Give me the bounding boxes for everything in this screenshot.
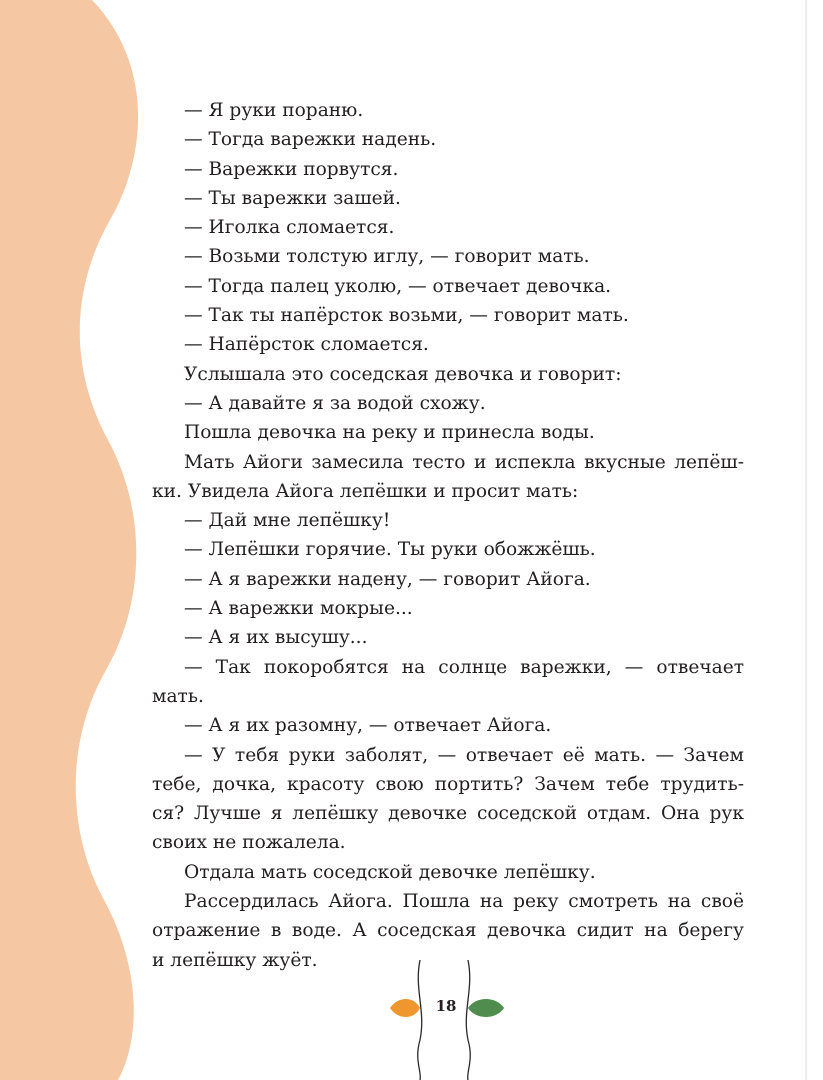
- text-line: Отдала мать соседской девочке лепёшку.: [184, 861, 596, 883]
- text-line: — Иголка сломается.: [184, 217, 395, 239]
- text-line: — Возьми толстую иглу, — говорит мать.: [184, 246, 590, 268]
- text-line: — Так ты напёрсток возьми, — говорит мать.: [184, 305, 629, 327]
- text-line: — Варежки порвутся.: [184, 158, 399, 180]
- text-line: — Напёрсток сломается.: [184, 334, 429, 356]
- text-line: — А я их высушу...: [184, 627, 368, 649]
- text-line: — Тогда варежки надень.: [184, 129, 437, 151]
- text-line: — А давайте я за водой схожу.: [184, 392, 486, 414]
- vine-right: [466, 960, 470, 1080]
- text-line: — Я руки пораню.: [184, 100, 364, 121]
- text-line: Рассердилась Айога. Пошла на реку смотреть на своё: [184, 891, 744, 913]
- text-line: — Тогда палец уколю, — отвечает девочка.: [184, 275, 612, 297]
- text-line: ся? Лучше я лепёшку девочке соседской отдам. Она рук: [152, 803, 744, 825]
- page-number: 18: [435, 997, 457, 1015]
- text-line: мать.: [152, 685, 204, 707]
- story-text: [152, 96, 744, 975]
- text-line: — Лепёшки горячие. Ты руки обожжёшь.: [184, 539, 596, 561]
- text-line: Мать Айоги замесила тесто и испекла вкусные лепёш-: [184, 451, 744, 473]
- text-line: — А я их разомну, — отвечает Айога.: [184, 715, 552, 737]
- text-line: отражение в воде. А соседская девочка сидит на берегу: [152, 920, 744, 942]
- vine-left: [418, 960, 422, 1080]
- text-line: своих не пожалела.: [152, 832, 346, 854]
- orange-leaf-icon: [390, 999, 420, 1017]
- text-line: Пошла девочка на реку и принесла воды.: [184, 422, 595, 444]
- text-line: и лепёшку жуёт.: [152, 949, 318, 971]
- text-line: — Ты варежки зашей.: [184, 187, 401, 209]
- text-line: — А я варежки надену, — говорит Айога.: [184, 568, 591, 590]
- text-line: Услышала это соседская девочка и говорит:: [184, 363, 622, 385]
- text-line: — Дай мне лепёшку!: [184, 510, 391, 532]
- green-leaf-icon: [468, 999, 504, 1017]
- text-line: ки. Увидела Айога лепёшки и просит мать:: [152, 480, 579, 502]
- text-line: — А варежки мокрые...: [184, 598, 413, 620]
- right-margin-rule: [805, 0, 807, 1080]
- text-line: тебе, дочка, красоту свою портить? Зачем тебе трудить-: [152, 773, 744, 795]
- wavy-side-band: [0, 0, 138, 1080]
- text-line: — Так покоробятся на солнце варежки, — отвечает: [184, 656, 744, 678]
- text-line: — У тебя руки заболят, — отвечает её мать. — Зачем: [184, 744, 744, 766]
